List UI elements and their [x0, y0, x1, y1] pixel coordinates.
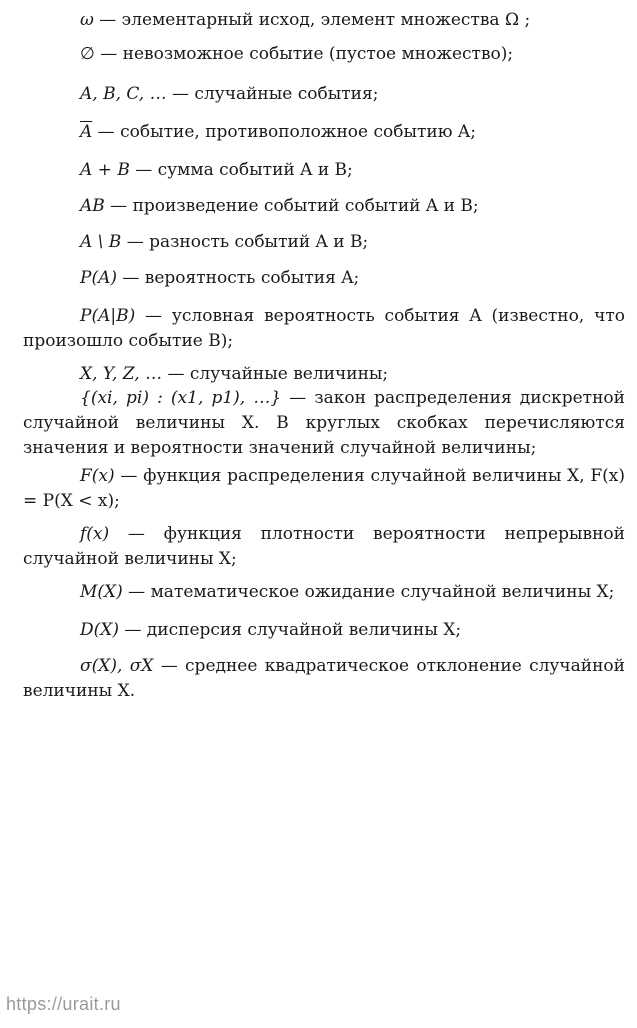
entry-symbol: P(A|B) — [80, 306, 136, 326]
entry-product — [80, 194, 625, 219]
entry-symbol: A + B — [80, 160, 130, 180]
entry-symbol: ω — [80, 10, 94, 30]
entry-random-events — [80, 82, 625, 107]
entry-text: — функция плотности вероятности непрерывной случайной величины X; — [23, 524, 625, 569]
entry-text: — функция распределения случайной величины X, F(x) = P(X < x); — [23, 466, 625, 511]
entry-symbol: X, Y, Z, … — [80, 364, 163, 384]
entry-standard-deviation — [0, 654, 625, 704]
entry-symbol: A, B, C, … — [80, 84, 167, 104]
entry-text: — случайные события; — [166, 84, 379, 104]
entry-symbol: M(X) — [80, 582, 123, 602]
entry-random-variables — [80, 362, 625, 387]
entry-text: — невозможное событие (пустое множество); — [94, 44, 514, 64]
entry-expectation — [80, 580, 625, 605]
entry-density-function — [0, 522, 625, 572]
entry-paragraph — [23, 522, 625, 572]
entry-symbol: σ(X), σX — [80, 656, 154, 676]
entry-text: — условная вероятность события A (известно, что произошло событие B); — [23, 306, 625, 351]
entry-symbol: F(x) — [80, 466, 115, 486]
entry-text: — дисперсия случайной величины X; — [119, 620, 462, 640]
entry-paragraph — [23, 464, 625, 514]
entry-text: — сумма событий A и B; — [129, 160, 353, 180]
entry-variance — [80, 618, 625, 643]
entry-text: — событие, противоположное событию A; — [92, 122, 476, 142]
entry-empty-set — [80, 42, 625, 67]
entry-distribution-function — [0, 464, 625, 514]
entry-text: — вероятность события A; — [116, 268, 360, 288]
entry-symbol: ∅ — [80, 44, 95, 64]
entry-omega — [80, 8, 625, 33]
entry-symbol: P(A) — [80, 268, 117, 288]
entry-paragraph — [23, 304, 625, 354]
entry-text: — элементарный исход, элемент множества Ω ; — [93, 10, 531, 30]
entry-sum — [80, 158, 625, 183]
entry-text: — произведение событий событий A и B; — [104, 196, 479, 216]
entry-symbol: D(X) — [80, 620, 119, 640]
entry-probability — [80, 266, 625, 291]
entry-text: — математическое ожидание случайной величины X; — [122, 582, 615, 602]
entry-text: — случайные величины; — [162, 364, 389, 384]
entry-conditional-probability — [0, 304, 625, 354]
entry-text: — закон распределения дискретной случайной величины X. В круглых скобках перечисляются значения и вероятности значений случайной величины; — [23, 388, 625, 458]
footer-url[interactable]: https://urait.ru — [6, 994, 121, 1014]
entry-symbol: AB — [80, 196, 105, 216]
entry-text: — среднее квадратическое отклонение случайной величины X. — [23, 656, 625, 701]
entry-symbol: A \ B — [80, 232, 122, 252]
entry-symbol: f(x) — [80, 524, 110, 544]
entry-symbol: $\overline{A}$ — [80, 122, 93, 142]
entry-complement — [80, 120, 625, 145]
entry-paragraph — [23, 654, 625, 704]
entry-paragraph — [23, 386, 625, 461]
entry-difference — [80, 230, 625, 255]
entry-symbol: {(xi, pi) : (x1, p1), …} — [80, 388, 282, 408]
entry-distribution-law — [0, 386, 625, 461]
entry-text: — разность событий A и B; — [121, 232, 369, 252]
